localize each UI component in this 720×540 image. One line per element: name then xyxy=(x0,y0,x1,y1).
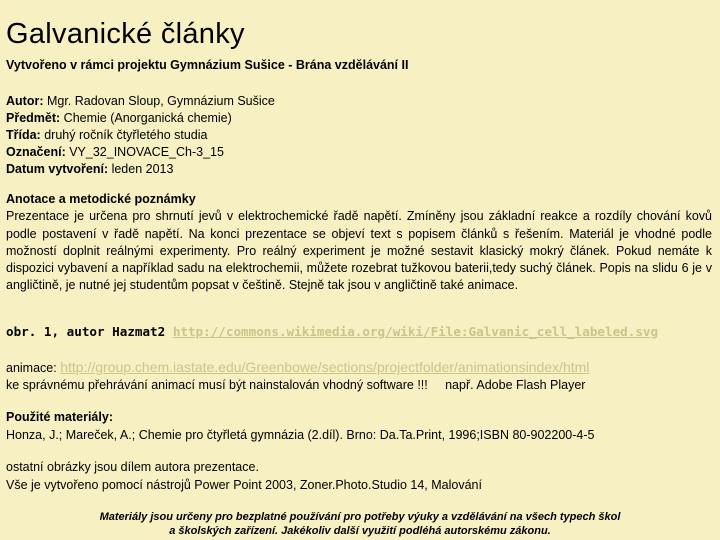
code-line xyxy=(6,144,275,161)
page-title: Galvanické články xyxy=(6,18,245,50)
animation-line xyxy=(6,359,589,377)
figure-credit xyxy=(6,324,658,339)
other-credits xyxy=(6,459,482,494)
author-label: Autor: xyxy=(6,94,44,108)
materials-text: Honza, J.; Mareček, A.; Chemie pro čtyřletá gymnázia (2.díl). Brno: Da.Ta.Print, 1996;ISBN 80-902200-4-5 xyxy=(6,427,595,442)
figure-label: obr. 1, autor Hazmat2 xyxy=(6,324,173,339)
figure-source-link[interactable]: http://commons.wikimedia.org/wiki/File:Galvanic_cell_labeled.svg xyxy=(172,324,659,339)
materials-heading: Použité materiály: xyxy=(6,410,113,424)
subject-value: Chemie (Anorganická chemie) xyxy=(60,111,232,125)
date-line xyxy=(6,161,275,178)
date-label: Datum vytvoření: xyxy=(6,162,109,176)
materials-section xyxy=(6,409,594,444)
animation-link[interactable]: http://group.chem.iastate.edu/Greenbowe/sections/projectfolder/animationsindex/html xyxy=(60,359,590,375)
animation-section xyxy=(6,359,589,395)
metadata-block xyxy=(6,93,275,178)
other-credits-line2: Vše je vytvořeno pomocí nástrojů Power Point 2003, Zoner.Photo.Studio 14, Malování xyxy=(6,477,482,492)
footer-line1: Materiály jsou určeny pro bezplatné používání pro potřeby výuky a vzdělávání na všech typech škol xyxy=(99,511,621,523)
code-value: VY_32_INOVACE_Ch-3_15 xyxy=(65,145,224,159)
class-line xyxy=(6,127,275,144)
author-value: Mgr. Radovan Sloup, Gymnázium Sušice xyxy=(43,94,275,108)
footer-line2: a školských zařízení. Jakékoliv další využití podléhá autorskému zákonu. xyxy=(169,525,551,537)
date-value: leden 2013 xyxy=(108,162,174,176)
class-value: druhý ročník čtyřletého studia xyxy=(40,128,208,142)
annotation-heading: Anotace a metodické poznámky xyxy=(6,192,196,206)
annotation-text: Prezentace je určena pro shrnutí jevů v elektrochemické řadě napětí. Zmíněny jsou základní reakce a rozdíly chování kovů podle postavení v řadě napětí. Na konci prezentace se objeví text s popisem článků s řešením. Materiál je vhodné podle možností doplnit reálnými experimenty. Pro reálný experiment je možné sestavit klasický mokrý článek. Pokud nemáte k dispozici vybavení a například sadu na elektrochemii, můžete rozebrat tužkovou baterii,tedy suchý článek. Popis na slidu 6 je v angličtině, je nutné jej studentům popsat v češtině. Stejně tak jsou v angličtině také animace. xyxy=(6,209,712,293)
animation-label: animace: xyxy=(6,361,61,375)
code-label: Označení: xyxy=(6,145,66,159)
subject-label: Předmět: xyxy=(6,111,61,125)
license-footer xyxy=(0,510,720,538)
annotation-section xyxy=(6,191,712,295)
project-subtitle: Vytvořeno v rámci projektu Gymnázium Sušice - Brána vzdělávání II xyxy=(6,58,409,72)
subject-line xyxy=(6,110,275,127)
class-label: Třída: xyxy=(6,128,41,142)
animation-note: ke správnému přehrávání animací musí být nainstalován vhodný software !!! např. Adobe Flash Player xyxy=(6,378,586,393)
author-line xyxy=(6,93,275,110)
other-credits-line1: ostatní obrázky jsou dílem autora prezentace. xyxy=(6,460,259,474)
